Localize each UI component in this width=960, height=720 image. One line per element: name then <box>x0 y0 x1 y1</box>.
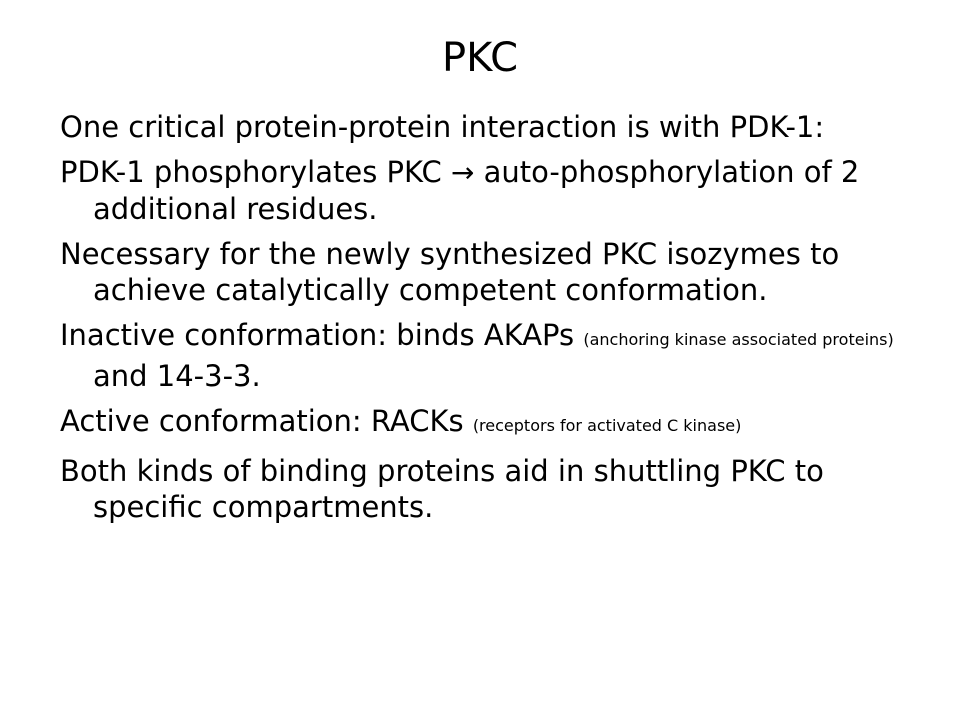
slide-body <box>60 109 906 534</box>
bullet-text-after: auto-phosphorylation of 2 additional residues. <box>93 155 860 226</box>
bullet-small-note: (receptors for activated C kinase) <box>472 416 742 435</box>
bullet-binding-proteins <box>60 453 906 525</box>
bullet-active-conformation <box>60 403 906 444</box>
bullet-text-before: Active conformation: RACKs <box>60 404 473 438</box>
slide-title: PKC <box>441 35 519 81</box>
bullet-inactive-conformation <box>60 317 906 394</box>
bullet-text: One critical protein-protein interaction is with PDK-1: <box>60 110 825 144</box>
bullet-text-after: and 14-3-3. <box>93 359 261 393</box>
bullet-pdk1-phosphorylates <box>60 154 906 227</box>
bullet-necessary-conformation <box>60 236 906 308</box>
bullet-small-note: (anchoring kinase associated proteins) <box>583 330 894 349</box>
bullet-text: Necessary for the newly synthesized PKC isozymes to achieve catalytically competent conformation. <box>60 237 840 307</box>
bullet-text-before: Inactive conformation: binds AKAPs <box>60 318 584 352</box>
bullet-pdk1-interaction <box>60 109 906 145</box>
right-arrow-icon: → <box>450 156 475 189</box>
bullet-text: Both kinds of binding proteins aid in shuttling PKC to specific compartments. <box>60 454 824 524</box>
bullet-text-before: PDK-1 phosphorylates PKC <box>60 155 451 189</box>
